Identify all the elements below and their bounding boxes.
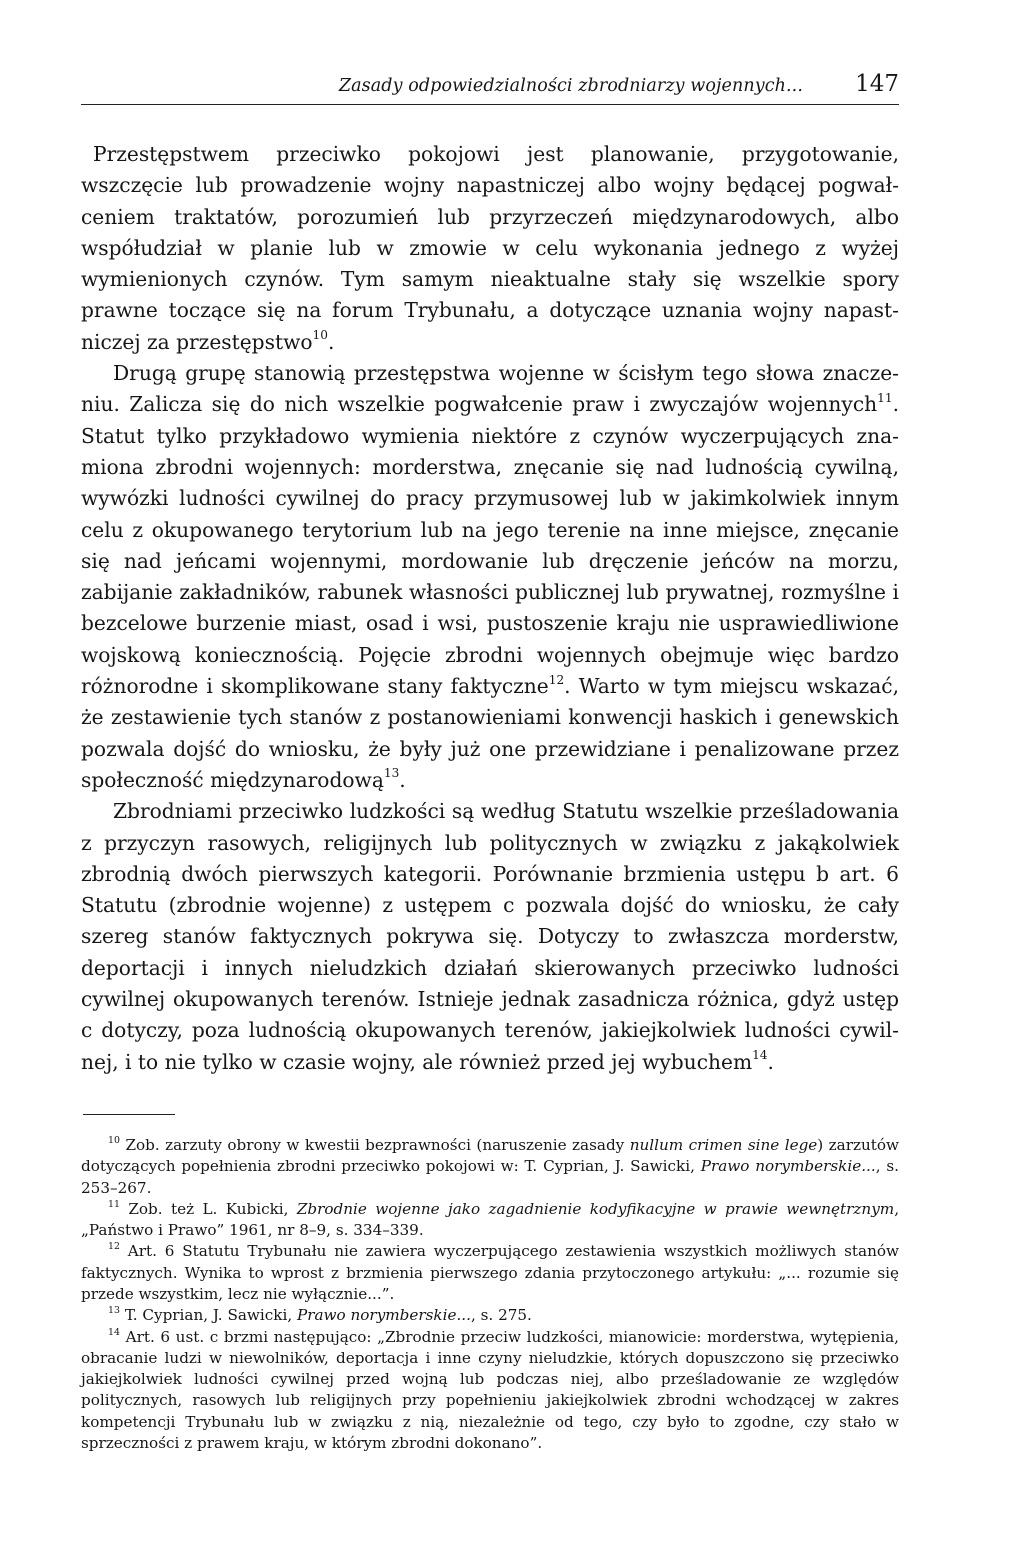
footnote-ref: 12 — [548, 672, 565, 687]
footnote-divider — [83, 1114, 175, 1115]
footnote-ref: 10 — [312, 328, 328, 343]
page-header — [81, 70, 899, 105]
paragraph-crimes-against-humanity: Zbrodniami przeciwko ludzkości są według Statutu wszelkie prześladowania z przyczyn rasowych, religijnych lub politycznych w związku z jakąkolwiek zbrodnią dwóch pierwszych kategorii. Porównanie brzmienia ustępu b art. 6 Statutu (zbrodnie wojenne) z ustępem c pozwala dojść do wniosku, że cały szereg stanów faktycznych pokrywa się. Dotyczy to zwłaszcza morderstw, deportacji i innych nieludzkich działań skierowanych przeciwko ludności cywilnej okupowanych terenów. Istnieje jednak zasadnicza różnica, gdyż ustęp c dotyczy, poza ludnością okupowanych terenów, jakiejkolwiek ludności cywilnej, i to nie tylko w czasie wojny, ale również przed jej wybuchem$^{14}$. — [81, 799, 899, 1074]
main-text — [81, 139, 899, 1078]
footnote-14: $^{14}$ Art. 6 ust. c brzmi następująco: „Zbrodnie przeciw ludzkości, mianowicie: morderstwa, wytępienia, obracanie ludzi w niewolników, deportacja i inne czyny nieludzkie, których dopuszczono się przeciwko jakiejkolwiek ludności cywilnej przed wojną lub podczas niej, albo prześladowanie ze względów politycznych, rasowych lub religijnych przy popełnieniu jakiejkolwiek zbrodni wchodzącej w zakres kompetencji Trybunału lub w związku z nią, niezależnie od tego, czy było to zgodne, czy stało w sprzeczności z prawem kraju, w którym zbrodni dokonano”. — [81, 1326, 899, 1453]
paragraph-war-crimes: Drugą grupę stanowią przestępstwa wojenne w ścisłym tego słowa znaczeniu. Zalicza się do nich wszelkie pogwałcenie praw i zwyczajów wojennych$^{11}$. Statut tylko przykładowo wymienia niektóre z czynów wyczerpujących znamiona zbrodni wojennych: morderstwa, znęcanie się nad ludnością cywilną, wywózki ludności cywilnej do pracy przymusowej lub w jakimkolwiek innym celu z okupowanego terytorium lub na jego terenie na inne miejsce, znęcanie się nad jeńcami wojennymi, mordowanie lub dręczenie jeńców na morzu, zabijanie zakładników, rabunek własności publicznej lub prywatnej, rozmyślne i bezcelowe burzenie miast, osad i wsi, pustoszenie kraju nie usprawiedliwione wojskową koniecznością. Pojęcie zbrodni wojennych obejmuje więc bardzo różnorodne i skomplikowane stany faktyczne$^{12}$. Warto w tym miejscu wskazać, że zestawienie tych stanów z postanowieniami konwencji haskich i genewskich pozwala dojść do wniosku, że były już one przewidziane i penalizowane przez społeczność międzynarodową$^{13}$. — [81, 361, 899, 792]
page-number: 147 — [855, 71, 899, 97]
footnote-ref: 13 — [383, 766, 400, 781]
footnote-12: $^{12}$ Art. 6 Statutu Trybunału nie zawiera wyczerpującego zestawienia wszystkich możliwych stanów faktycznych. Wynika to wprost z brzmienia pierwszego zdania przytoczonego artykułu: „... rozumie się przede wszystkim, lecz nie wyłącznie...”. — [81, 1241, 899, 1303]
paragraph-crimes-against-peace: Przestępstwem przeciwko pokojowi jest planowanie, przygotowanie, wszczęcie lub prowadzenie wojny napastniczej albo wojny będącej pogwałceniem traktatów, porozumień lub przyrzeczeń międzynarodowych, albo współudział w planie lub w zmowie w celu wykonania jednego z wyżej wymienionych czynów. Tym samym nieaktualne stały się wszelkie spory prawne toczące się na forum Trybunału, a dotyczące uznania wojny napastniczej za przestępstwo$^{10}$. — [81, 142, 899, 354]
running-head: Zasady odpowiedzialności zbrodniarzy wojennych... — [338, 76, 803, 96]
footnote-ref: 11 — [877, 390, 893, 405]
book-page — [81, 70, 899, 1454]
footnote-13: $^{13}$ T. Cyprian, J. Sawicki, Prawo norymberskie..., s. 275. — [108, 1305, 532, 1325]
footnote-ref: 14 — [752, 1048, 768, 1063]
footnotes — [81, 1135, 899, 1454]
footnote-10: $^{10}$ Zob. zarzuty obrony w kwestii bezprawności (naruszenie zasady nullum crimen sine lege) zarzutów dotyczących popełnienia zbrodni przeciwko pokojowi w: T. Cyprian, J. Sawicki, Prawo norymberskie..., s. 253–267. — [81, 1134, 900, 1197]
footnote-11: $^{11}$ Zob. też L. Kubicki, Zbrodnie wojenne jako zagadnienie kodyfikacyjne w prawie wewnętrznym, „Państwo i Prawo” 1961, nr 8–9, s. 334–339. — [81, 1198, 900, 1240]
